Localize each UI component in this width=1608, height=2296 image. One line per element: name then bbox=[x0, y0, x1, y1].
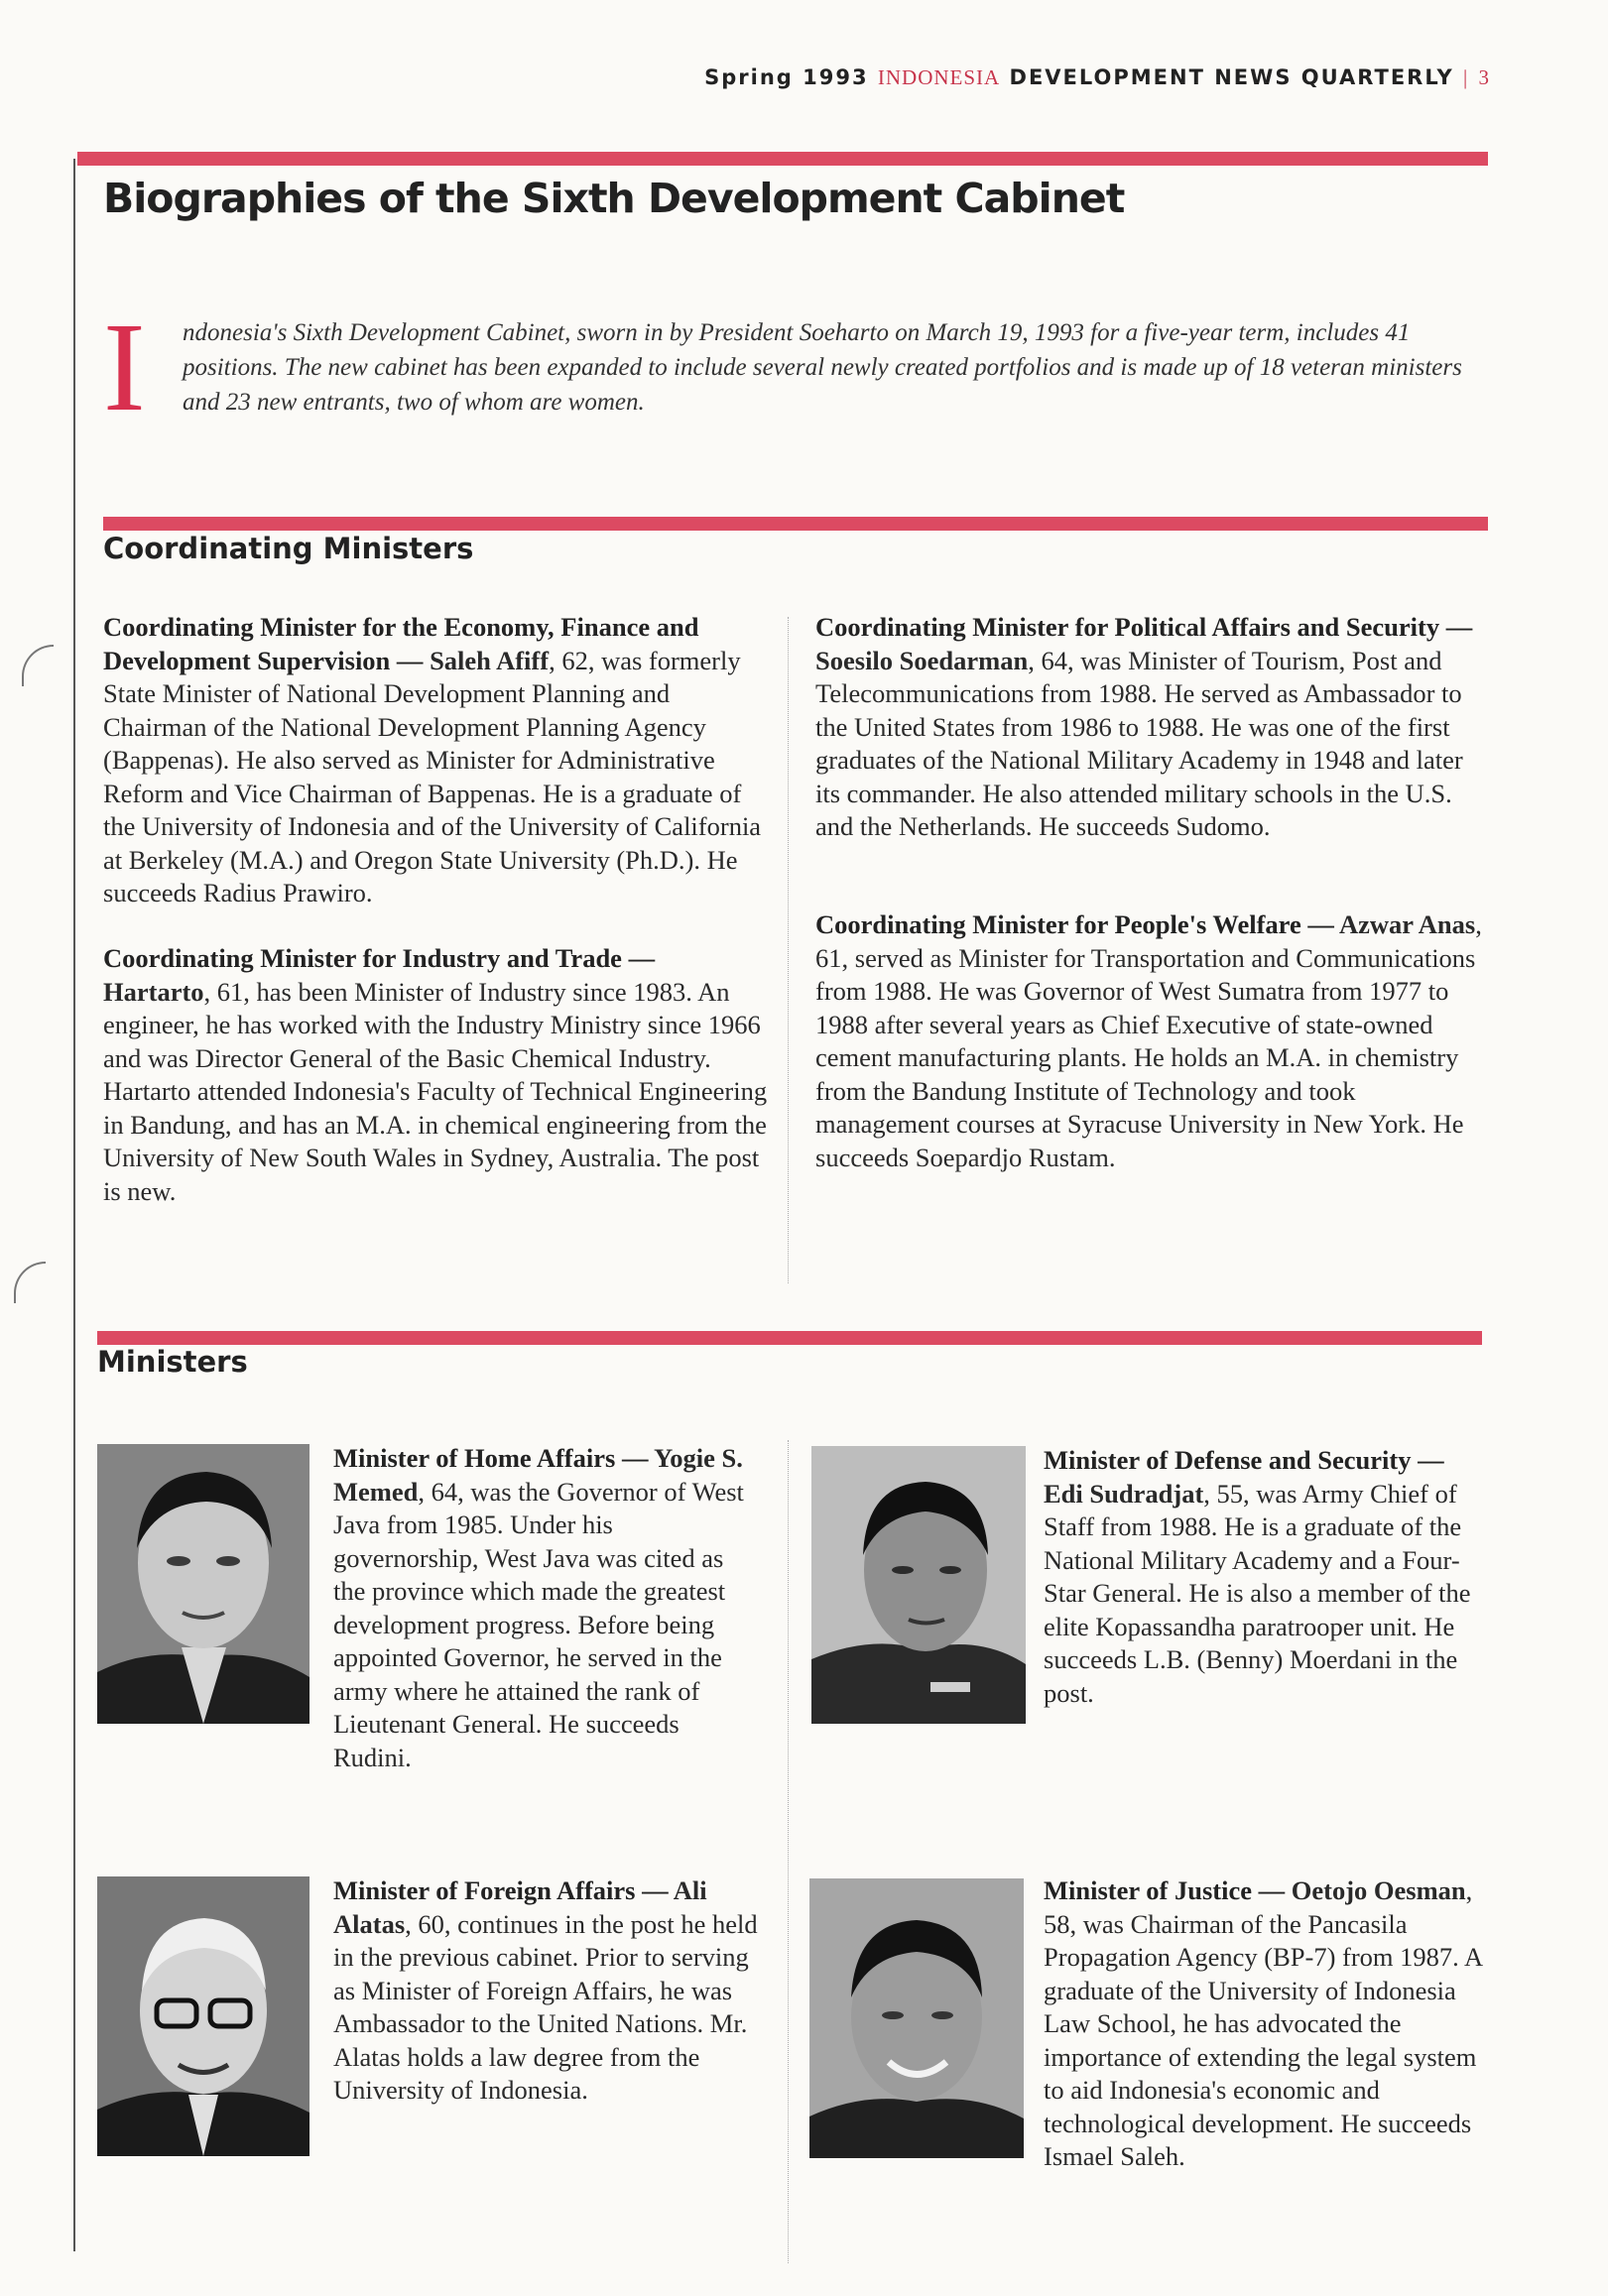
bio-text: , 55, was Army Chief of Staff from 1988. He is a graduate of the National Military Academy and a Four-Star General. He is also a member of the elite Kopassandha paratrooper unit. He succeeds L.B. (Benny) Moerdani in the post. bbox=[1044, 1478, 1471, 1708]
bio-ali-alatas bbox=[333, 1874, 770, 2108]
bio-text: , 60, continues in the post he held in the previous cabinet. Prior to serving as Minister of Foreign Affairs, he was Ambassador to the United Nations. Mr. Alatas holds a law degree from the University of Indonesia. bbox=[333, 1908, 758, 2105]
publication-title: DEVELOPMENT NEWS QUARTERLY bbox=[1009, 65, 1454, 89]
portrait-photo bbox=[97, 1876, 309, 2156]
running-header bbox=[704, 65, 1491, 90]
issue-season: Spring 1993 bbox=[704, 65, 869, 89]
bio-text: , 61, has been Minister of Industry since 1983. An engineer, he has worked with the Industry Ministry since 1966 and was Director General of the Basic Chemical Industry. Hartarto attended Indonesia's Faculty of Technical Engineering in Bandung, and has an M.A. in chemical engineering from the University of New South Wales in Sydney, Australia. The post is new. bbox=[103, 976, 768, 1206]
section-rule bbox=[103, 517, 1488, 531]
bio-title: Coordinating Minister for People's Welfare — bbox=[815, 909, 1340, 939]
bio-saleh-afiff bbox=[103, 611, 768, 910]
margin-mark bbox=[22, 645, 54, 686]
bio-text: , 58, was Chairman of the Pancasila Propagation Agency (BP-7) from 1987. A graduate of the University of Indonesia Law School, he has advocated the importance of extending the legal system to aid Indonesia's economic and technological development. He succeeds Ismael Saleh. bbox=[1044, 1875, 1482, 2171]
bio-text: , 61, served as Minister for Transportation and Communications from 1988. He was Governor of West Sumatra from 1977 to 1988 after several years as Chief Executive of state-owned cement manufacturing plants. He holds an M.A. in chemistry from the Bandung Institute of Technology and took management courses at Syracuse University in New York. He succeeds Soepardjo Rustam. bbox=[815, 909, 1482, 1172]
bio-text: , 62, was formerly State Minister of National Development Planning and Chairman of the National Development Planning Agency (Bappenas). He also served as Minister for Administrative Reform and Vice Chairman of Bappenas. He is a graduate of the University of Indonesia and of the University of California at Berkeley (M.A.) and Oregon State University (Ph.D.). He succeeds Radius Prawiro. bbox=[103, 645, 762, 907]
bio-name: Oetojo Oesman bbox=[1291, 1875, 1466, 1905]
bio-name: Edi Sudradjat bbox=[1044, 1478, 1204, 1509]
header-separator: | bbox=[1462, 65, 1470, 89]
magazine-name: INDONESIA bbox=[877, 65, 1001, 89]
bio-edi-sudradjat bbox=[1044, 1444, 1486, 1710]
bio-yogie-memed bbox=[333, 1442, 750, 1774]
intro-paragraph: ndonesia's Sixth Development Cabinet, sworn in by President Soeharto on March 19, 1993 for a five-year term, includes 41 positions. The new cabinet has been expanded to include several newly created portfolios and is made up of 18 veteran ministers and 23 new entrants, two of whom are women. bbox=[183, 319, 1462, 416]
portrait-photo bbox=[809, 1878, 1024, 2158]
bio-name: Soesilo Soedarman bbox=[815, 645, 1029, 675]
portrait-photo bbox=[811, 1446, 1026, 1724]
section-heading-ministers: Ministers bbox=[97, 1345, 248, 1379]
section-rule bbox=[97, 1331, 1482, 1345]
title-rule bbox=[77, 152, 1488, 166]
bio-title: Minister of Foreign Affairs — bbox=[333, 1875, 674, 1905]
bio-name: Hartarto bbox=[103, 976, 204, 1007]
bio-title: Minister of Justice — bbox=[1044, 1875, 1292, 1905]
page-title: Biographies of the Sixth Development Cabinet bbox=[103, 175, 1125, 222]
bio-oetojo-oesman bbox=[1044, 1874, 1486, 2174]
bio-azwar-anas bbox=[815, 908, 1486, 1174]
column-divider bbox=[788, 617, 789, 1283]
bio-name: Saleh Afiff bbox=[430, 645, 550, 675]
bio-hartarto bbox=[103, 942, 768, 1208]
column-divider bbox=[788, 1440, 789, 2263]
page-number: 3 bbox=[1478, 65, 1491, 89]
drop-cap: I bbox=[103, 297, 146, 437]
bio-name: Azwar Anas bbox=[1339, 909, 1476, 939]
bio-title: Minister of Home Affairs — bbox=[333, 1443, 655, 1473]
section-heading-coordinating: Coordinating Ministers bbox=[103, 532, 474, 565]
margin-mark bbox=[14, 1262, 46, 1303]
bio-title: Coordinating Minister for Industry and Trade — bbox=[103, 943, 656, 973]
bio-text: , 64, was Minister of Tourism, Post and Telecommunications from 1988. He served as Ambassador to the United States from 1986 to 1988. He was one of the first graduates of the National Military Academy in 1948 and later its commander. He also attended military schools in the U.S. and the Netherlands. He succeeds Sudomo. bbox=[815, 645, 1463, 841]
bio-name: Ali Alatas bbox=[333, 1875, 707, 1939]
bio-name: Yogie S. Memed bbox=[333, 1443, 743, 1507]
bio-title: Coordinating Minister for Political Affairs and Security — bbox=[815, 612, 1473, 642]
left-margin-rule bbox=[73, 159, 75, 2251]
bio-title: Coordinating Minister for the Economy, Finance and Development Supervision — bbox=[103, 612, 699, 675]
bio-soesilo-soedarman bbox=[815, 611, 1486, 844]
bio-text: , 64, was the Governor of West Java from 1985. Under his governorship, West Java was cited as the province which made the greatest development progress. Before being appointed Governor, he served in the army where he attained the rank of Lieutenant General. He succeeds Rudini. bbox=[333, 1476, 744, 1772]
bio-title: Minister of Defense and Security — bbox=[1044, 1445, 1444, 1475]
portrait-photo bbox=[97, 1444, 309, 1724]
